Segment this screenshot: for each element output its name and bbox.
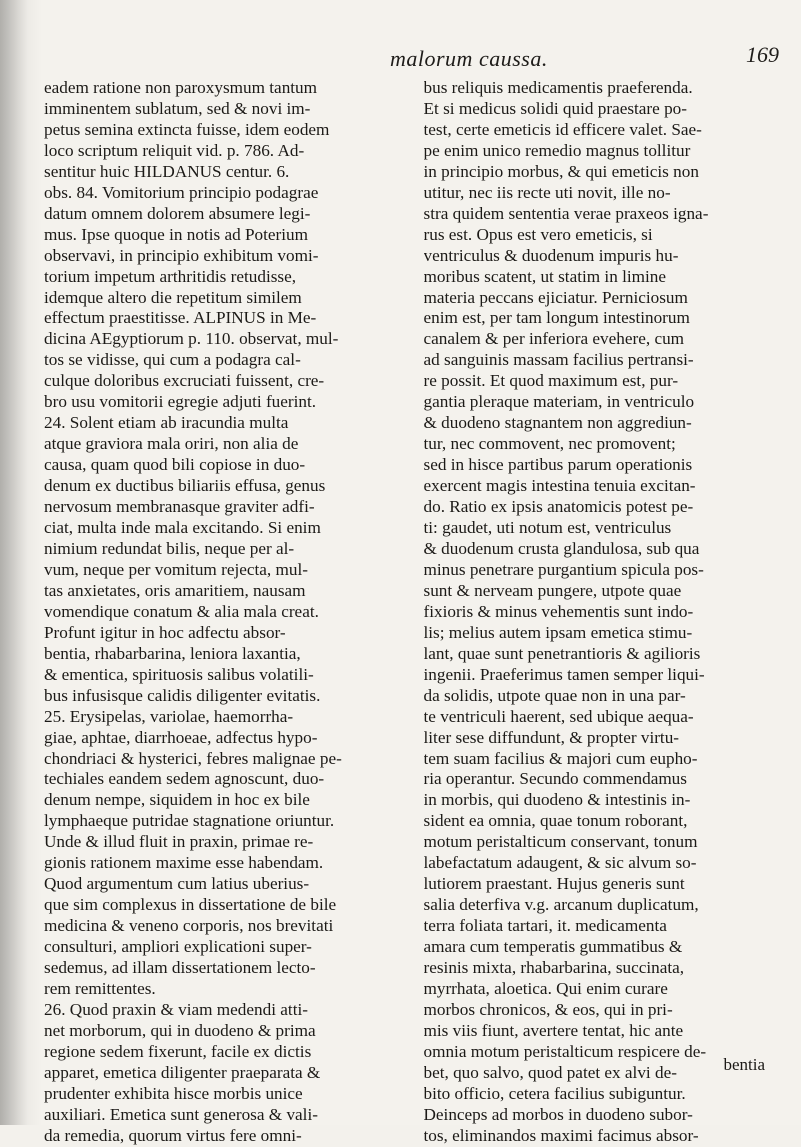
right-column-line: in morbis, qui duodeno & intestinis in- [423,790,691,810]
left-column-line: tos se vidisse, qui cum a podagra cal- [44,350,301,370]
left-column-line: consulturi, ampliori explicationi super- [44,937,312,957]
right-column-line: do. Ratio ex ipsis anatomicis potest pe- [423,497,694,517]
left-column-line: nervosum membranasque graviter adfi- [44,497,315,517]
right-column-line: ria operantur. Secundo commendamus [423,769,687,789]
left-column-line: datum omnem dolorem absumere legi- [44,203,311,223]
right-column-line: fixioris & minus vehementis sunt indo- [423,601,694,621]
left-column-line: tas anxietates, oris amaritiem, nausam [44,580,306,600]
left-column-line: bro usu vomitorii egregie adjuti fuerint. [44,392,317,412]
right-column [424,78,784,1147]
left-column-line: bus infusisque calidis diligenter evitatis. [44,685,321,705]
left-column-line: 25. Erysipelas, variolae, haemorrha- [44,706,294,726]
right-column-line: in principio morbus, & qui emeticis non [423,161,699,181]
right-column-line: Deinceps ad morbos in duodeno subor- [423,1104,693,1124]
right-column-line: minus penetrare purgantium spicula pos- [423,559,704,579]
right-column-line: exercent magis intestina tenuia excitan- [423,476,696,496]
right-column-line: labefactatum adaugent, & sic alvum so- [423,853,697,873]
right-column-line: omnia motum peristalticum respicere de- [423,1041,707,1061]
right-column-line: salia deterfiva v.g. arcanum duplicatum, [423,895,699,915]
right-column-line: da solidis, utpote quae non in una par- [423,685,686,705]
left-column-line: dicina AEgyptiorum p. 110. observat, mul- [44,329,339,349]
right-column-line: terra foliata tartari, it. medicamenta [423,916,667,936]
right-column-line: re possit. Et quod maximum est, pur- [423,371,679,391]
right-column-line: ti: gaudet, uti notum est, ventriculus [423,518,672,538]
left-column-line: imminentem sublatum, sed & novi im- [44,98,311,118]
right-column-line: bito officio, cetera facilius subiguntur. [423,1083,686,1103]
right-column-line: te ventriculi haerent, sed ubique aequa- [423,706,694,726]
left-column-line: vomendique conatum & alia mala creat. [44,601,319,621]
left-column-line: petus semina extincta fuisse, idem eodem [44,119,330,139]
text-columns [44,78,783,1147]
left-column-line: loco scriptum reliquit vid. p. 786. Ad- [44,140,305,160]
left-column-line: culque doloribus excruciati fuissent, cre- [44,371,325,391]
right-column-line: Et si medicus solidi quid praestare po- [423,98,687,118]
left-column-line: mus. Ipse quoque in notis ad Poterium [44,224,308,244]
left-column-line: vum, neque per vomitum rejecta, mul- [44,559,308,579]
right-column-line: utitur, nec iis recte uti novit, ille no- [423,182,671,202]
left-column-line: da remedia, quorum virtus fere omni- [44,1125,302,1145]
left-column-line: techiales eandem sedem agnoscunt, duo- [44,769,325,789]
left-column-line: prudenter exhibita hisce morbis unice [44,1083,303,1103]
right-column-line: amara cum temperatis gummatibus & [423,937,683,957]
right-column-line: ingenii. Praeferimus tamen semper liqui- [423,664,705,684]
right-column-line: rus est. Opus est vero emeticis, si [423,224,653,244]
left-column-line: effectum praestitisse. ALPINUS in Me- [44,308,317,328]
left-column-line: apparet, emetica diligenter praeparata & [44,1062,321,1082]
left-column-line: sentitur huic HILDANUS centur. 6. [44,161,290,181]
left-column-line: chondriaci & hysterici, febres malignae pe- [44,748,342,768]
right-column-line: enim est, per tam longum intestinorum [423,308,690,328]
right-column-line: lutiorem praestant. Hujus generis sunt [423,874,685,894]
left-column-line: lymphaeque putridae stagnatione oriuntur. [44,811,335,831]
right-column-line: bus reliquis medicamentis praeferenda. [423,78,693,97]
left-column-line: obs. 84. Vomitorium principio podagrae [44,182,319,202]
left-column-line: eadem ratione non paroxysmum tantum [44,78,318,97]
left-column-line: & ementica, spirituosis salibus volatili- [44,664,314,684]
right-column-line: tem suam facilius & majori cum eupho- [423,748,698,768]
left-column-line: giae, aphtae, diarrhoeae, adfectus hypo- [44,727,318,747]
right-column-line: resinis mixta, rhabarbarina, succinata, [423,958,685,978]
right-column-line: stra quidem sententia verae praxeos igna- [423,203,709,223]
left-column-line: regione sedem fixerunt, facile ex dictis [44,1041,312,1061]
left-column-line: ciat, multa inde mala excitando. Si enim [44,518,321,538]
right-column-line: pe enim unico remedio magnus tollitur [423,140,691,160]
right-column-line: ad sanguinis massam facilius pertransi- [423,350,694,370]
right-column-line: liter sese diffundunt, & propter virtu- [423,727,680,747]
left-column-line: torium impetum arthritidis retudisse, [44,266,297,286]
right-column-line: gantia pleraque materiam, in ventriculo [423,392,695,412]
right-column-line: tos, eliminandos maximi facimus absor- [423,1125,699,1145]
left-column-line: denum nempe, siquidem in hoc ex bile [44,790,310,810]
left-column-line: denum ex ductibus biliariis effusa, genus [44,476,326,496]
right-column-line: motum peristalticum conservant, tonum [423,832,698,852]
page-number: 169 [746,42,779,67]
left-column-line: observavi, in principio exhibitum vomi- [44,245,319,265]
right-column-line: tur, nec commovent, nec promovent; [423,434,676,454]
left-column-line: Profunt igitur in hoc adfectu absor- [44,622,286,642]
right-column-line: sed in hisce partibus parum operationis [423,455,693,475]
left-column-line: nimium redundat bilis, neque per al- [44,538,295,558]
left-column-line: sedemus, ad illam dissertationem lecto- [44,958,316,978]
catchword: bentia [723,1055,765,1074]
left-column-line: bentia, rhabarbarina, leniora laxantia, [44,643,301,663]
right-column-line: ventriculus & duodenum impuris hu- [423,245,679,265]
left-column-line: 24. Solent etiam ab iracundia multa [44,413,289,433]
left-column-line: medicina & veneno corporis, nos brevitati [44,916,334,936]
right-column-line: moribus scatent, ut statim in limine [423,266,667,286]
right-column-line: mis viis fiunt, avertere tentat, hic ante [423,1020,684,1040]
right-column-line: & duodeno stagnantem non aggrediun- [423,413,692,433]
right-column-line: sunt & nerveam pungere, utpote quae [423,580,682,600]
left-column-line: que sim complexus in dissertatione de bile [44,895,337,915]
left-column-line: auxiliari. Emetica sunt generosa & vali- [44,1104,318,1124]
left-column-line: atque graviora mala oriri, non alia de [44,434,299,454]
right-column-line: test, certe emeticis id efficere valet. Sae- [423,119,702,139]
running-head: malorum caussa. [390,46,548,71]
left-column-line: net morborum, qui in duodeno & prima [44,1020,316,1040]
left-column-line: gionis rationem maxime esse habendam. [44,853,324,873]
right-column-line: canalem & per inferiora evehere, cum [423,329,685,349]
right-column-line: & duodenum crusta glandulosa, sub qua [423,538,700,558]
right-column-line: myrrhata, aloetica. Qui enim curare [423,978,668,998]
left-column-line: causa, quam quod bili copiose in duo- [44,455,306,475]
right-column-line: morbos chronicos, & eos, qui in pri- [423,999,673,1019]
left-column [44,78,404,1147]
left-column-line: Unde & illud fluit in praxin, primae re- [44,832,314,852]
left-column-line: idemque altero die repetitum similem [44,287,302,307]
right-column-line: lant, quae sunt penetrantioris & agilioris [423,643,701,663]
right-column-line: sident ea omnia, quae tonum roborant, [423,811,688,831]
right-column-line: lis; melius autem ipsam emetica stimu- [423,622,693,642]
left-column-line: 26. Quod praxin & viam medendi atti- [44,999,308,1019]
binding-gutter-shadow [0,0,28,1125]
left-column-line: rem remittentes. [44,978,156,998]
right-column-line: materia peccans ejiciatur. Perniciosum [423,287,688,307]
left-column-line: Quod argumentum cum latius uberius- [44,874,310,894]
right-column-line: bet, quo salvo, quod patet ex alvi de- [423,1062,677,1082]
